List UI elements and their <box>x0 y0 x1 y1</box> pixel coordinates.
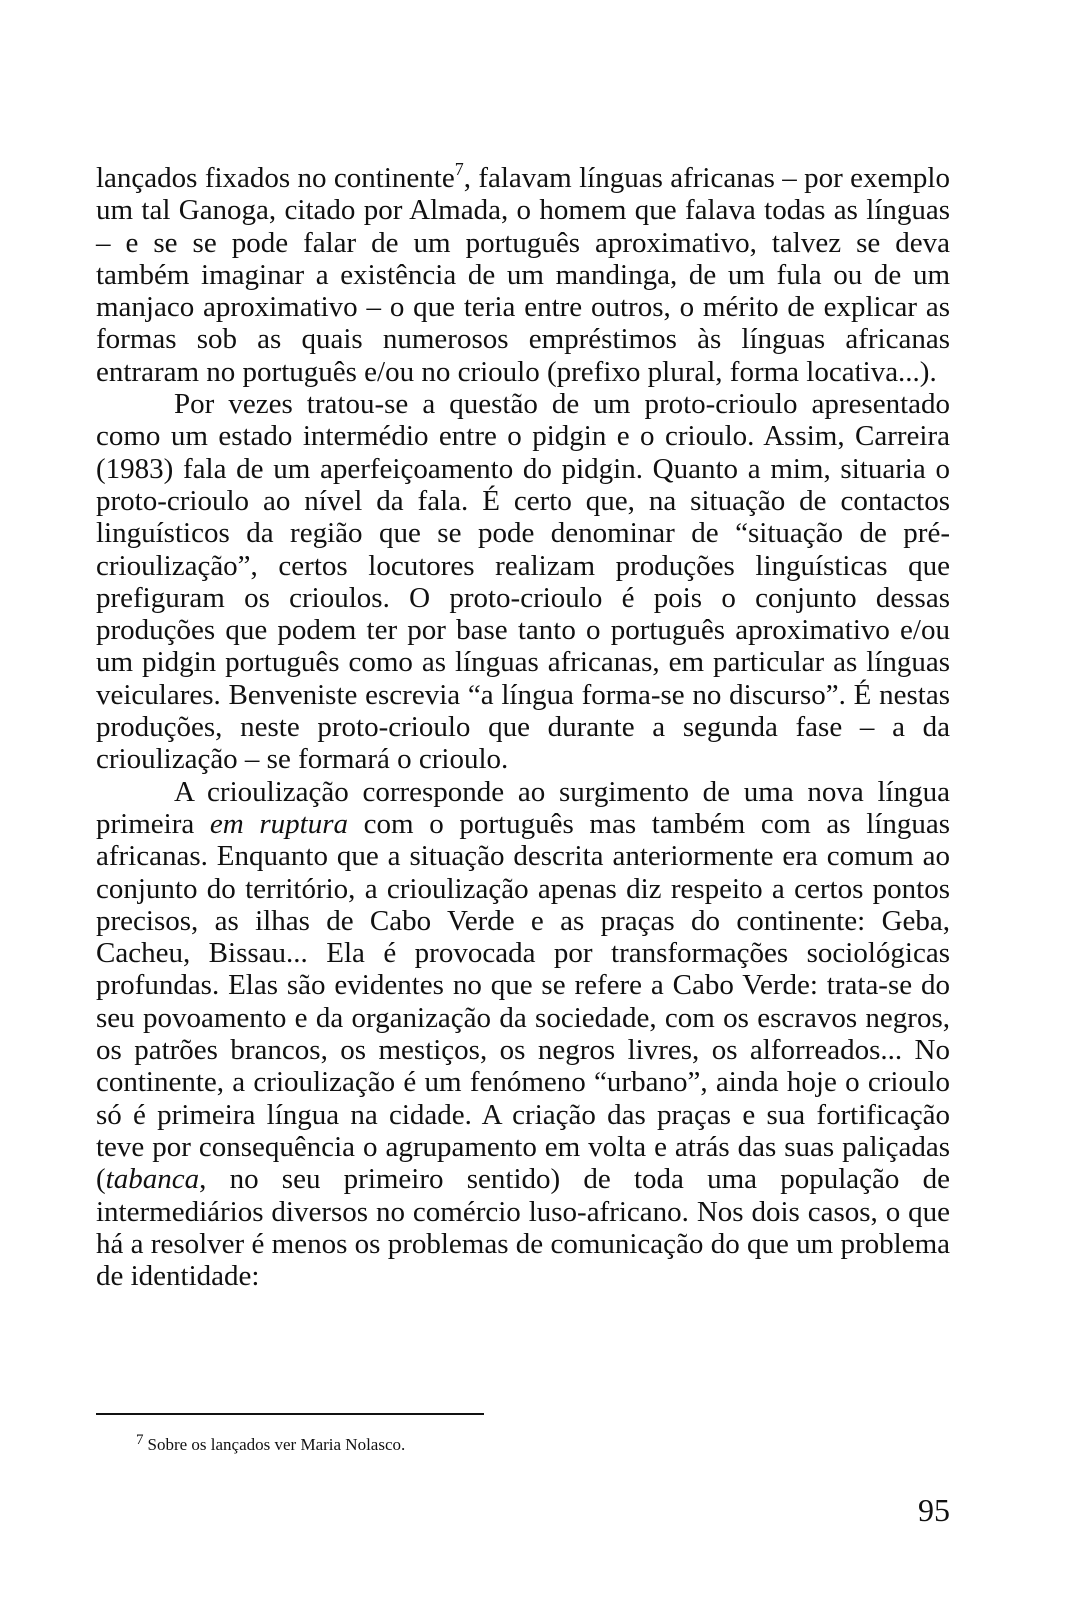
paragraph-2: Por vezes tratou-se a questão de um proto-crioulo apresentado como um estado intermédio entre o pidgin e o crioulo. Assim, Carreira (1983) fala de um aperfeiçoamento do pidgin. Quanto a mim, situaria o proto-crioulo ao nível da fala. É certo que, na situação de contactos linguísticos da região que se pode denominar de “situação de pré-crioulização”, certos locutores realizam produções linguísticas que prefiguram os crioulos. O proto-crioulo é pois o conjunto dessas produções que podem ter por base tanto o português aproximativo e/ou um pidgin português como as línguas africanas, em particular as línguas veiculares. Benveniste escrevia “a língua forma-se no discurso”. É nestas produções, neste proto-crioulo que durante a segunda fase – a da crioulização – se formará o crioulo. <box>96 388 950 776</box>
footnote-divider <box>96 1413 484 1415</box>
footnote-text: Sobre os lançados ver Maria Nolasco. <box>147 1435 406 1454</box>
paragraph-3 <box>96 776 950 1293</box>
paragraph-3-italic-em-ruptura: em ruptura <box>209 807 348 840</box>
footnote-reference: 7 <box>454 159 464 179</box>
body-text <box>96 159 950 1293</box>
footnote-number: 7 <box>136 1432 144 1448</box>
paragraph-3-text-c: , no seu primeiro sentido) de toda uma população de intermediários diversos no comércio luso-africano. Nos dois casos, o que há a resolver é menos os problemas de comunicação do que um problema de identidade: <box>96 1163 950 1293</box>
paragraph-3-italic-tabanca: tabanca <box>105 1163 200 1196</box>
paragraph-1-text-b: , falavam línguas africanas – por exemplo um tal Ganoga, citado por Almada, o homem que falava todas as línguas – e se se pode falar de um português aproximativo, talvez se deva também imaginar a existência de um mandinga, de um fula ou de um manjaco aproximativo – o que teria entre outros, o mérito de explicar as formas sob as quais numerosos empréstimos às línguas africanas entraram no português e/ou no crioulo (prefixo plural, forma locativa...). <box>96 162 950 388</box>
paragraph-3-text-a: A crioulização corresponde ao surgimento de uma nova língua primeira <box>96 775 950 840</box>
page-number: 95 <box>918 1492 950 1528</box>
footnote <box>136 1428 405 1457</box>
paragraph-1 <box>96 159 950 388</box>
paragraph-3-text-b: com o português mas também com as línguas africanas. Enquanto que a situação descrita anteriormente era comum ao conjunto do território, a crioulização apenas diz respeito a certos pontos precisos, as ilhas de Cabo Verde e as praças do continente: Geba, Cacheu, Bissau... Ela é provocada por transformações sociológicas profundas. Elas são evidentes no que se refere a Cabo Verde: trata-se do seu povoamento e da organização da sociedade, com os escravos negros, os patrões brancos, os mestiços, os negros livres, os alforreados... No continente, a crioulização é um fenómeno “urbano”, ainda hoje o crioulo só é primeira língua na cidade. A criação das praças e sua fortificação teve por consequência o agrupamento em volta e atrás das suas paliçadas ( <box>96 807 950 1196</box>
paragraph-1-text-a: lançados fixados no continente <box>96 162 455 194</box>
